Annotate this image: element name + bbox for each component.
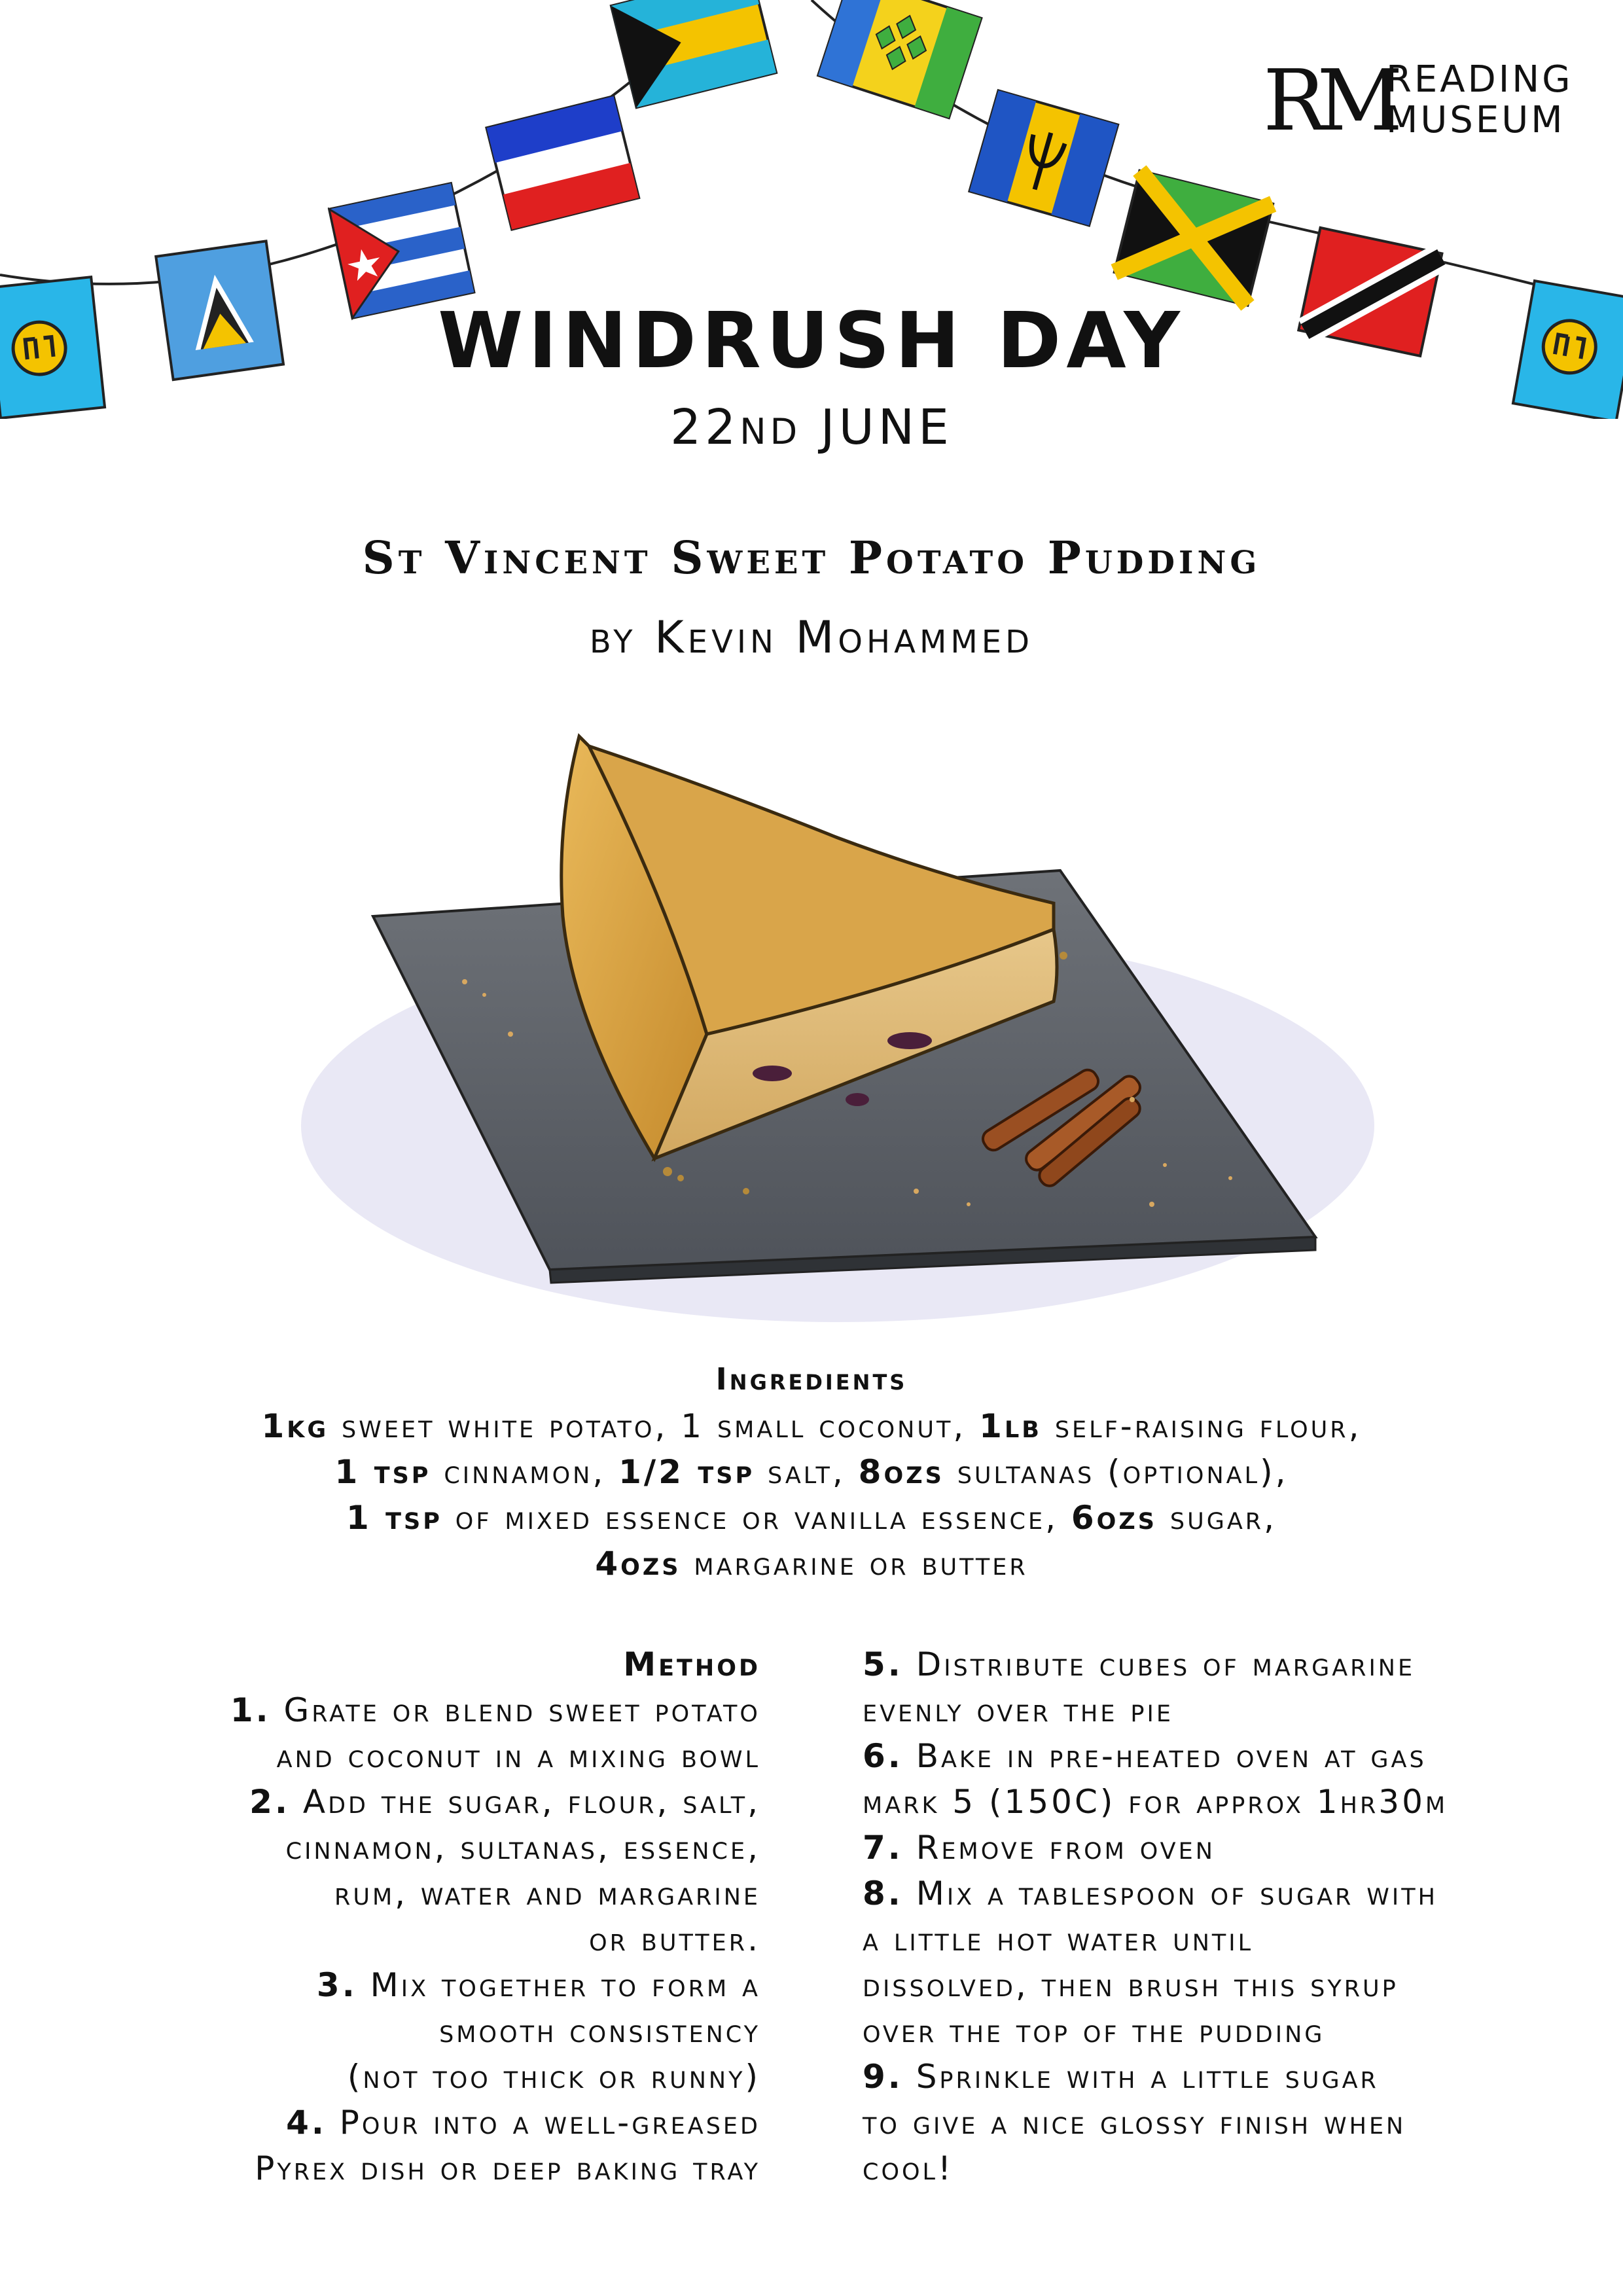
ingredient-text: margarine or butter bbox=[681, 1545, 1028, 1583]
method-step-7 bbox=[863, 1825, 1582, 1871]
method-step-8-cont: a little hot water until bbox=[863, 1920, 1254, 1958]
method-step-3-cont: (not too thick or runny) bbox=[347, 2058, 760, 2096]
ingredients-heading: Ingredients bbox=[715, 1361, 908, 1397]
date-day: 22 bbox=[670, 399, 740, 456]
method-column-right bbox=[863, 1641, 1582, 2191]
method-step-2 bbox=[41, 1779, 760, 1825]
method-step-1-cont: and coconut in a mixing bowl bbox=[276, 1737, 760, 1775]
method-step-8-cont: dissolved, then brush this syrup bbox=[863, 1966, 1399, 2004]
recipe-author: by Kevin Mohammed bbox=[589, 612, 1034, 664]
event-date bbox=[0, 398, 1623, 461]
method-column-left bbox=[41, 1641, 760, 2191]
method-step-6 bbox=[863, 1733, 1582, 1779]
quantity: 1 tsp bbox=[334, 1453, 431, 1491]
flag-saint-vincent bbox=[818, 0, 981, 118]
method-step-5-cont: evenly over the pie bbox=[863, 1691, 1173, 1729]
page-title: WINDRUSH DAY bbox=[438, 295, 1185, 386]
ingredient-text: salt, bbox=[755, 1453, 859, 1491]
recipe-title: St Vincent Sweet Potato Pudding bbox=[362, 532, 1261, 584]
step-number: 2. bbox=[249, 1783, 290, 1821]
step-text: Distribute cubes of margarine bbox=[902, 1645, 1416, 1683]
ingredient-text: cinnamon, bbox=[431, 1453, 619, 1491]
method-step-6-cont: mark 5 (150C) for approx 1hr30m bbox=[863, 1783, 1448, 1821]
step-text: Mix together to form a bbox=[357, 1966, 760, 2004]
step-number: 9. bbox=[863, 2058, 903, 2096]
quantity: 1 tsp bbox=[346, 1499, 442, 1537]
date-suffix: ND bbox=[740, 411, 802, 452]
flag-barbados bbox=[969, 90, 1118, 225]
ingredients-line bbox=[0, 1403, 1623, 1449]
step-text: Mix a tablespoon of sugar with bbox=[902, 1874, 1438, 1912]
flag-bahamas bbox=[611, 0, 776, 107]
step-text: Grate or blend sweet potato bbox=[270, 1691, 760, 1729]
step-number: 5. bbox=[863, 1645, 903, 1683]
ingredients-line bbox=[0, 1449, 1623, 1495]
step-text: Pour into a well-greased bbox=[326, 2104, 760, 2142]
method-step-9 bbox=[863, 2054, 1582, 2100]
ingredients-line bbox=[0, 1495, 1623, 1541]
logo-text-museum: MUSEUM bbox=[1386, 99, 1565, 141]
quantity: 8ozs bbox=[858, 1453, 944, 1491]
flag-haiti bbox=[486, 96, 639, 230]
ingredient-text: sweet white potato, 1 small coconut, bbox=[329, 1407, 980, 1445]
method-step-2-cont: rum, water and margarine bbox=[334, 1874, 760, 1912]
method-step-1 bbox=[41, 1687, 760, 1733]
method-step-4-cont: Pyrex dish or deep baking tray bbox=[255, 2149, 760, 2187]
step-text: Bake in pre-heated oven at gas bbox=[902, 1737, 1427, 1775]
method-step-9-cont: to give a nice glossy finish when bbox=[863, 2104, 1406, 2142]
pudding-illustration bbox=[249, 707, 1387, 1335]
ingredient-text: self-raising flour, bbox=[1041, 1407, 1362, 1445]
logo-text-reading: READING bbox=[1386, 58, 1573, 101]
quantity: 1kg bbox=[261, 1407, 329, 1445]
method-step-8-cont: over the top of the pudding bbox=[863, 2012, 1325, 2050]
method-step-9-cont: cool! bbox=[863, 2149, 954, 2187]
step-text: Remove from oven bbox=[902, 1829, 1215, 1867]
method-step-3 bbox=[41, 1962, 760, 2008]
method-step-4 bbox=[41, 2100, 760, 2145]
method-step-8 bbox=[863, 1871, 1582, 1916]
ingredients-line bbox=[0, 1541, 1623, 1587]
flag-jamaica bbox=[1115, 171, 1273, 306]
step-number: 4. bbox=[286, 2104, 327, 2142]
quantity: 1/2 tsp bbox=[618, 1453, 755, 1491]
step-number: 8. bbox=[863, 1874, 903, 1912]
method-step-3-cont: smooth consistency bbox=[439, 2012, 760, 2050]
method-heading: Method bbox=[623, 1645, 760, 1683]
method-step-5 bbox=[863, 1641, 1582, 1687]
step-text: Add the sugar, flour, salt, bbox=[289, 1783, 760, 1821]
step-number: 3. bbox=[316, 1966, 357, 2004]
ingredient-text: sugar, bbox=[1157, 1499, 1277, 1537]
reading-museum-logo bbox=[1263, 52, 1577, 150]
step-number: 6. bbox=[863, 1737, 903, 1775]
date-month: JUNE bbox=[820, 399, 953, 456]
method-step-2-cont: cinnamon, sultanas, essence, bbox=[285, 1829, 760, 1867]
quantity: 6ozs bbox=[1071, 1499, 1157, 1537]
step-number: 1. bbox=[230, 1691, 271, 1729]
logo-mark: RM bbox=[1263, 52, 1394, 150]
ingredient-text: of mixed essence or vanilla essence, bbox=[442, 1499, 1071, 1537]
quantity: 1lb bbox=[979, 1407, 1042, 1445]
method-step-2-cont: or butter. bbox=[589, 1920, 760, 1958]
step-number: 7. bbox=[863, 1829, 903, 1867]
ingredient-text: sultanas (optional), bbox=[944, 1453, 1289, 1491]
quantity: 4ozs bbox=[595, 1545, 681, 1583]
step-text: Sprinkle with a little sugar bbox=[902, 2058, 1379, 2096]
